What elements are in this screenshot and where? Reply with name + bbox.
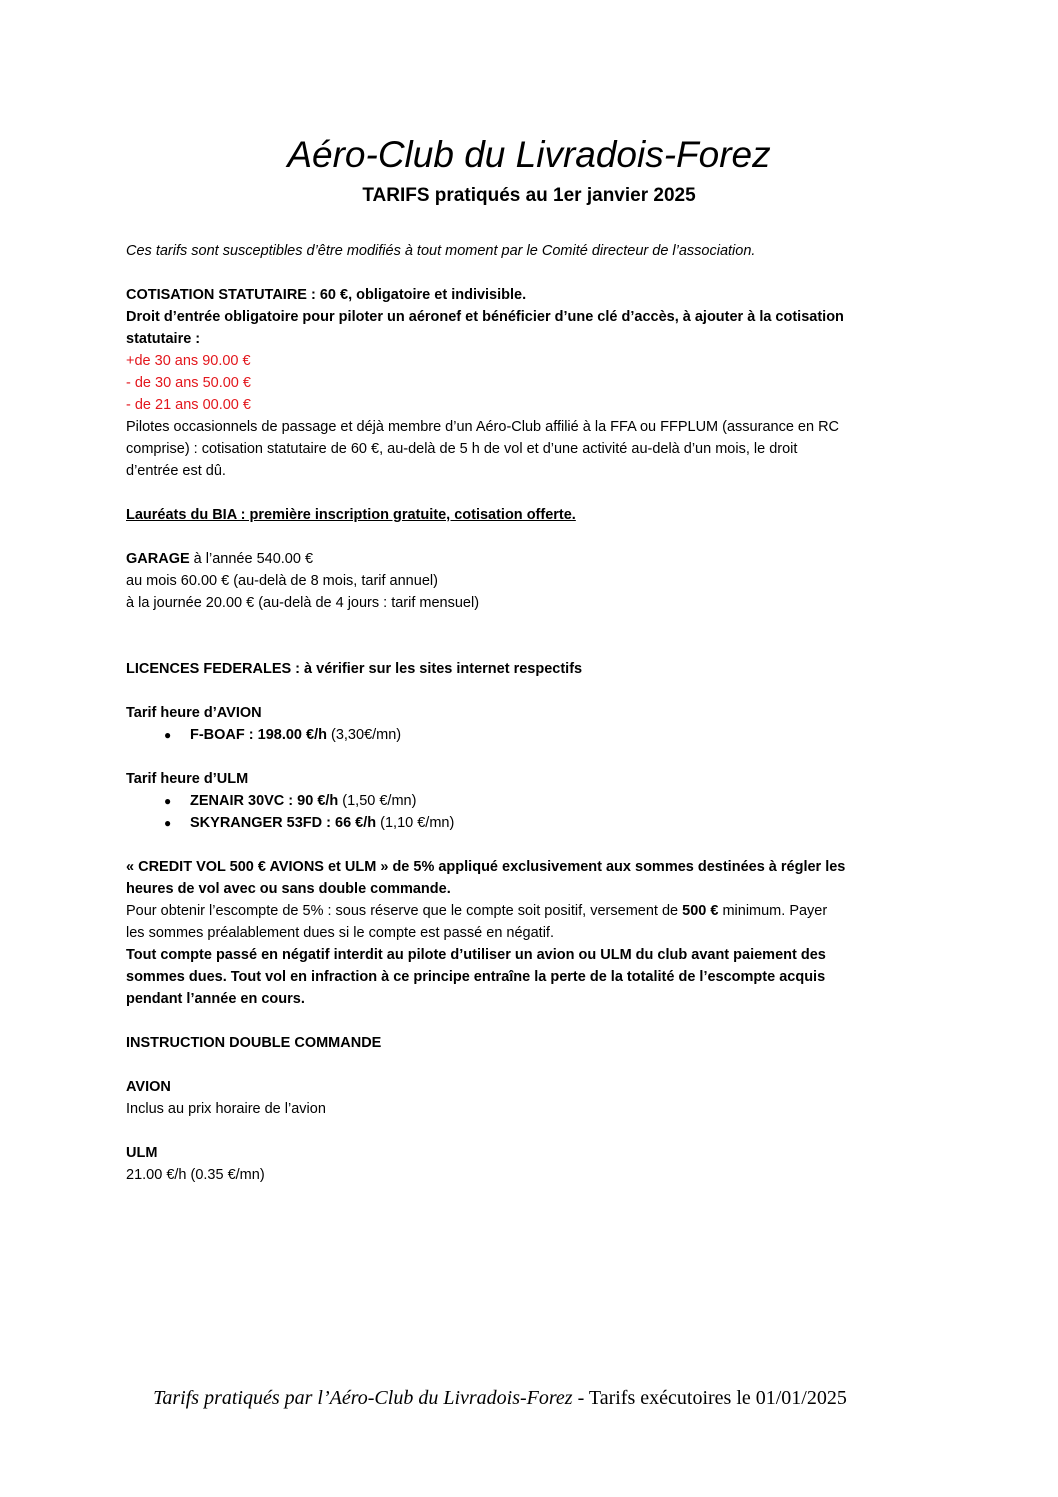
page-footer [0,1384,1000,1412]
credit-vol-line-1: « CREDIT VOL 500 € AVIONS et ULM » de 5% appliqué exclusivement aux sommes destinées à régler les [126,859,846,875]
document-body [126,240,926,1186]
credit-vol-line-3-pre: Pour obtenir l’escompte de 5% : sous réserve que le compte soit positif, versement de [126,903,683,919]
ulm-tarif-list [126,790,926,834]
list-item [164,812,926,834]
instruction-avion-text: Inclus au prix horaire de l’avion [126,1101,326,1117]
droit-tier-under-30: - de 30 ans 50.00 € [126,375,251,391]
ulm-rate: ZENAIR 30VC : 90 €/h [190,793,339,809]
ulm-rate-detail: (1,10 €/mn) [376,815,455,831]
credit-vol-line-5: Tout compte passé en négatif interdit au pilote d’utiliser un avion ou ULM du club avant paiement des [126,947,826,963]
pilotes-occasionnels-line-2: comprise) : cotisation statutaire de 60 €, au-delà de 5 h de vol et d’une activité au-delà d’un mois, le droit [126,441,798,457]
bullet-icon: ● [164,728,172,742]
avion-tarif-list [126,724,926,746]
credit-vol-line-6: sommes dues. Tout vol en infraction à ce principe entraîne la perte de la totalité de l’escompte acquis [126,969,826,985]
credit-vol-line-2: heures de vol avec ou sans double commande. [126,881,451,897]
bia-note: Lauréats du BIA : première inscription gratuite, cotisation offerte. [126,507,576,523]
garage-annee-text: à l’année 540.00 € [189,551,314,567]
garage-journee: à la journée 20.00 € (au-delà de 4 jours : tarif mensuel) [126,595,480,611]
credit-vol-line-3-post: minimum. Payer [718,903,828,919]
avion-tarif-heading: Tarif heure d’AVION [126,705,262,721]
ulm-tarif-heading: Tarif heure d’ULM [126,771,249,787]
droit-entree-line-1: Droit d’entrée obligatoire pour piloter un aéronef et bénéficier d’une clé d’accès, à ajouter à la cotisation [126,309,844,325]
cotisation-heading: COTISATION STATUTAIRE : 60 €, obligatoire et indivisible. [126,287,527,303]
aircraft-rate: F-BOAF : 198.00 €/h [190,727,327,743]
garage-mois: au mois 60.00 € (au-delà de 8 mois, tarif annuel) [126,573,438,589]
document-subtitle: TARIFS pratiqués au 1er janvier 2025 [362,185,696,206]
garage-label: GARAGE [126,551,190,567]
ulm-rate-detail: (1,50 €/mn) [338,793,417,809]
ulm-rate: SKYRANGER 53FD : 66 €/h [190,815,377,831]
document-title: Aéro-Club du Livradois-Forez [287,134,771,175]
footer-plain: - Tarifs exécutoires le 01/01/2025 [572,1387,847,1409]
droit-tier-under-21: - de 21 ans 00.00 € [126,397,251,413]
list-item [164,724,926,746]
list-item [164,790,926,812]
garage-annee [126,548,926,570]
instruction-avion-label: AVION [126,1079,171,1095]
instruction-heading: INSTRUCTION DOUBLE COMMANDE [126,1035,382,1051]
instruction-ulm-text: 21.00 €/h (0.35 €/mn) [126,1167,265,1183]
bullet-icon: ● [164,794,172,808]
intro-text: Ces tarifs sont susceptibles d’être modifiés à tout moment par le Comité directeur de l’association. [126,243,756,259]
pilotes-occasionnels-line-3: d’entrée est dû. [126,463,226,479]
droit-entree-line-2: statutaire : [126,331,201,347]
droit-tier-over-30: +de 30 ans 90.00 € [126,353,251,369]
credit-vol-line-3 [126,900,926,922]
credit-vol-line-7: pendant l’année en cours. [126,991,305,1007]
bullet-icon: ● [164,816,172,830]
aircraft-rate-detail: (3,30€/mn) [326,727,402,743]
credit-vol-amount: 500 € [682,903,719,919]
licences-heading: LICENCES FEDERALES : à vérifier sur les sites internet respectifs [126,661,583,677]
footer-italic: Tarifs pratiqués par l’Aéro-Club du Livradois-Forez [153,1387,573,1409]
pilotes-occasionnels-line-1: Pilotes occasionnels de passage et déjà membre d’un Aéro-Club affilié à la FFA ou FFPLUM (assurance en RC [126,419,840,435]
instruction-ulm-label: ULM [126,1145,158,1161]
credit-vol-line-4: les sommes préalablement dues si le compte est passé en négatif. [126,925,554,941]
